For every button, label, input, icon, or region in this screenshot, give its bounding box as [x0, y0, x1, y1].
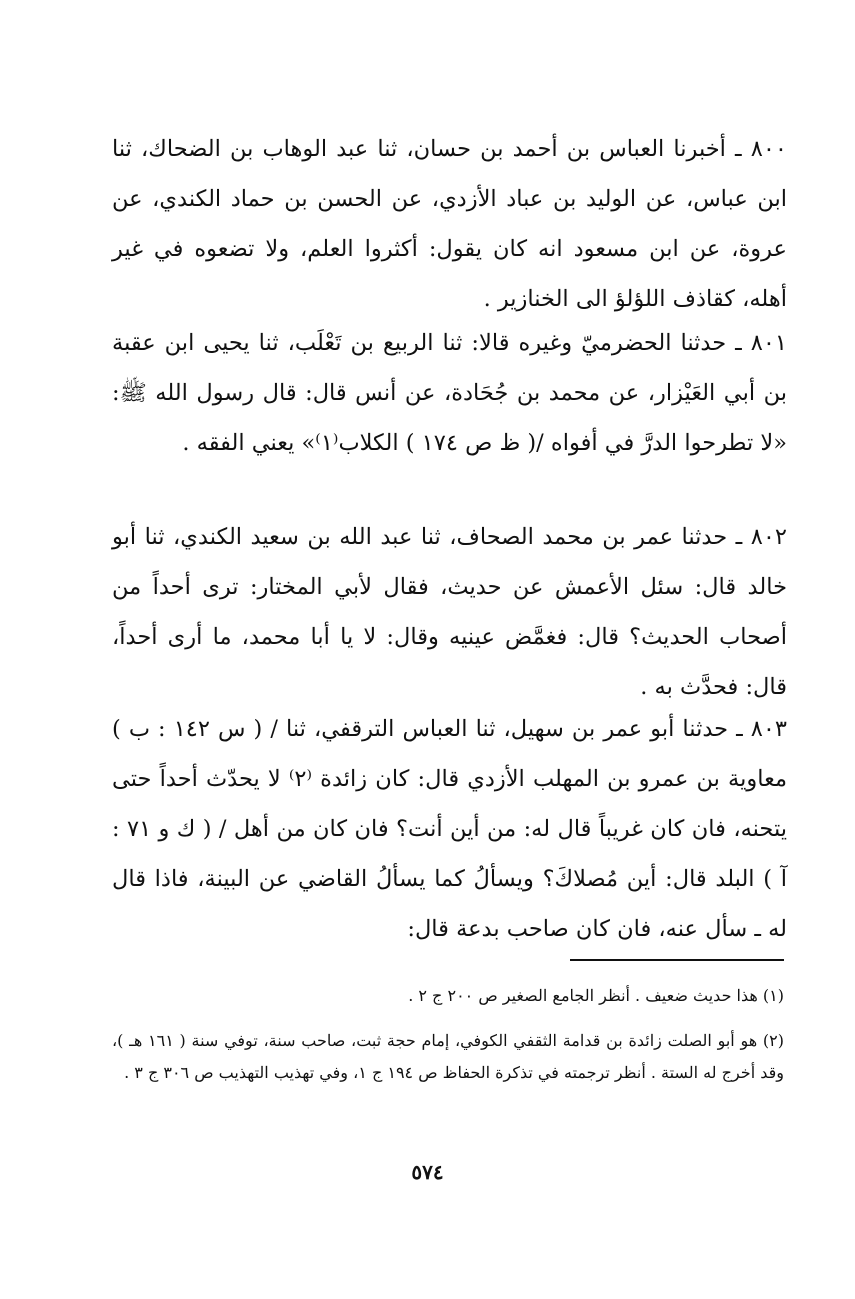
hadith-800-paragraph: ٨٠٠ ـ أخبرنا العباس بن أحمد بن حسان، ثنا عبد الوهاب بن الضحاك، ثنا ابن عباس، عن الوليد بن عباد الأزدي، عن الحسن بن حماد الكندي، عن عروة، عن ابن مسعود انه كان يقول: أكثروا العلم، ولا تضعوه في غير أهله، كقاذف اللؤلؤ الى الخنازير . [112, 136, 787, 312]
page-number: ٥٧٤ [411, 1160, 444, 1184]
footnote-separator [570, 959, 784, 961]
hadith-801-paragraph: ٨٠١ ـ حدثنا الحضرميّ وغيره قالا: ثنا الربيع بن تَعْلَب، ثنا يحيى ابن عقبة بن أبي العَيْزار، عن محمد بن جُحَادة، عن أنس قال: قال رسول الله ﷺ: «لا تطرحوا الدرَّ في أفواه /( ظ ص ١٧٤ ) الكلاب⁽١⁾» يعني الفقه . [112, 330, 787, 456]
hadith-803-paragraph: ٨٠٣ ـ حدثنا أبو عمر بن سهيل، ثنا العباس الترقفي، ثنا / ( س ١٤٢ : ب ) معاوية بن عمرو بن المهلب الأزدي قال: كان زائدة ⁽٢⁾ لا يحدّث أحداً حتى يتحنه، فان كان غريباً قال له: من أين أنت؟ فان كان من أهل / ( ك و ٧١ : آ ) البلد قال: أين مُصلاكَ؟ ويسألُ كما يسألُ القاضي عن البينة، فاذا قال له ـ سأل عنه، فان كان صاحب بدعة قال: [112, 716, 788, 942]
footnote-1: (١) هذا حديث ضعيف . أنظر الجامع الصغير ص ٢٠٠ ج ٢ . [408, 986, 784, 1005]
hadith-802-paragraph: ٨٠٢ ـ حدثنا عمر بن محمد الصحاف، ثنا عبد الله بن سعيد الكندي، ثنا أبو خالد قال: سئل الأعمش عن حديث، فقال لأبي المختار: ترى أحداً من أصحاب الحديث؟ قال: فغمَّض عينيه وقال: لا يا أبا محمد، ما أرى أحداً، قال: فحدَّث به . [112, 524, 787, 700]
footnote-2: (٢) هو أبو الصلت زائدة بن قدامة الثقفي الكوفي، إمام حجة ثبت، صاحب سنة، توفي سنة ( ١٦١ هـ )، وقد أخرج له الستة . أنظر ترجمته في تذكرة الحفاظ ص ١٩٤ ج ١، وفي تهذيب التهذيب ص ٣٠٦ ج ٣ . [112, 1031, 784, 1082]
